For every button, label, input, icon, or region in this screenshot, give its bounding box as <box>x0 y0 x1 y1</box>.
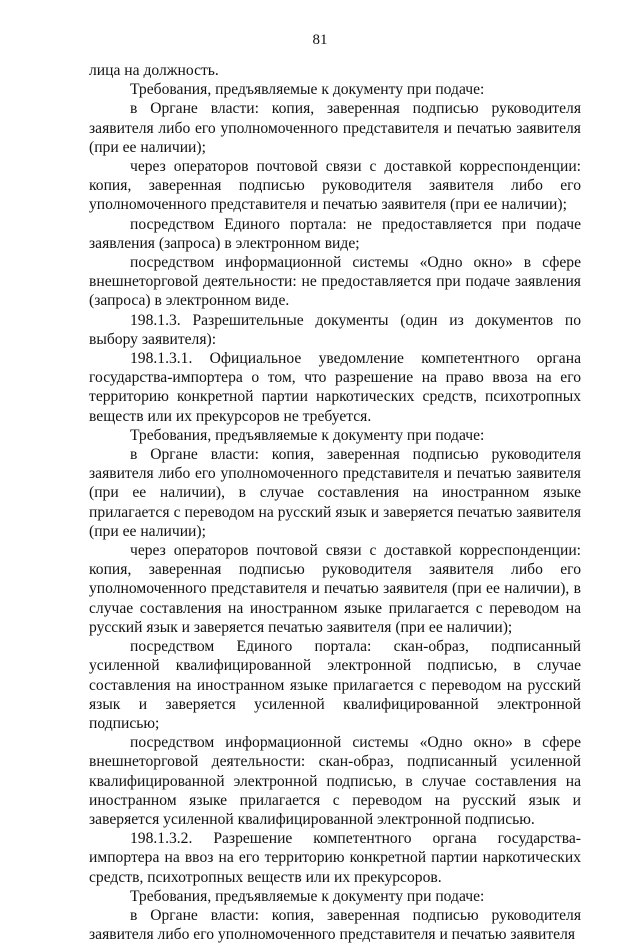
paragraph: в Органе власти: копия, заверенная подписью руководителя заявителя либо его уполномоченного представителя и печатью заявителя (при ее наличии); <box>89 100 581 156</box>
paragraph: Требования, предъявляемые к документу при подаче: <box>130 426 485 444</box>
paragraph: через операторов почтовой связи с доставкой корреспонденции: копия, заверенная подписью руководителя заявителя либо его уполномоченного представителя и печатью заявителя (при ее наличии), в случае составления на иностранном языке прилагается с переводом на русский язык и заверяется печатью заявителя (при ее наличии); <box>89 542 581 636</box>
paragraph: через операторов почтовой связи с доставкой корреспонденции: копия, заверенная подписью руководителя заявителя либо его уполномоченного представителя и печатью заявителя (при ее наличии); <box>89 158 581 214</box>
paragraph: Требования, предъявляемые к документу при подаче: <box>130 887 485 905</box>
page-number: 81 <box>312 32 328 48</box>
paragraph: посредством информационной системы «Одно окно» в сфере внешнеторговой деятельности: скан-образ, подписанный усиленной квалифицированной электронной подписью, в случае составления на иностранном языке прилагается с переводом на русский язык и заверяется усиленной квалифицированной электронной подписью. <box>89 734 581 828</box>
paragraph: в Органе власти: копия, заверенная подписью руководителя заявителя либо его уполномоченного представителя и печатью заявителя <box>89 906 581 944</box>
document-body <box>89 61 581 944</box>
paragraph: 198.1.3.2. Разрешение компетентного органа государства-импортера на ввоз на его территорию конкретной партии наркотических средств, психотропных веществ или их прекурсоров. <box>89 830 581 886</box>
paragraph: посредством Единого портала: не предоставляется при подаче заявления (запроса) в электронном виде; <box>89 215 581 252</box>
paragraph: посредством Единого портала: скан-образ, подписанный усиленной квалифицированной электронной подписью, в случае составления на иностранном языке прилагается с переводом на русский язык и заверяется усиленной квалифицированной электронной подписью; <box>89 638 581 732</box>
paragraph: посредством информационной системы «Одно окно» в сфере внешнеторговой деятельности: не предоставляется при подаче заявления (запроса) в электронном виде. <box>89 254 581 310</box>
paragraph: в Органе власти: копия, заверенная подписью руководителя заявителя либо его уполномоченного представителя и печатью заявителя (при ее наличии), в случае составления на иностранном языке прилагается с переводом на русский язык и заверяется печатью заявителя (при ее наличии); <box>89 446 581 540</box>
paragraph: 198.1.3.1. Официальное уведомление компетентного органа государства-импортера о том, что разрешение на право ввоза на его территорию конкретной партии наркотических средств, психотропных веществ или их прекурсоров не требуется. <box>89 350 581 425</box>
paragraph: Требования, предъявляемые к документу при подаче: <box>130 81 485 99</box>
paragraph: лица на должность. <box>89 62 219 79</box>
paragraph: 198.1.3. Разрешительные документы (один из документов по выбору заявителя): <box>89 311 581 348</box>
